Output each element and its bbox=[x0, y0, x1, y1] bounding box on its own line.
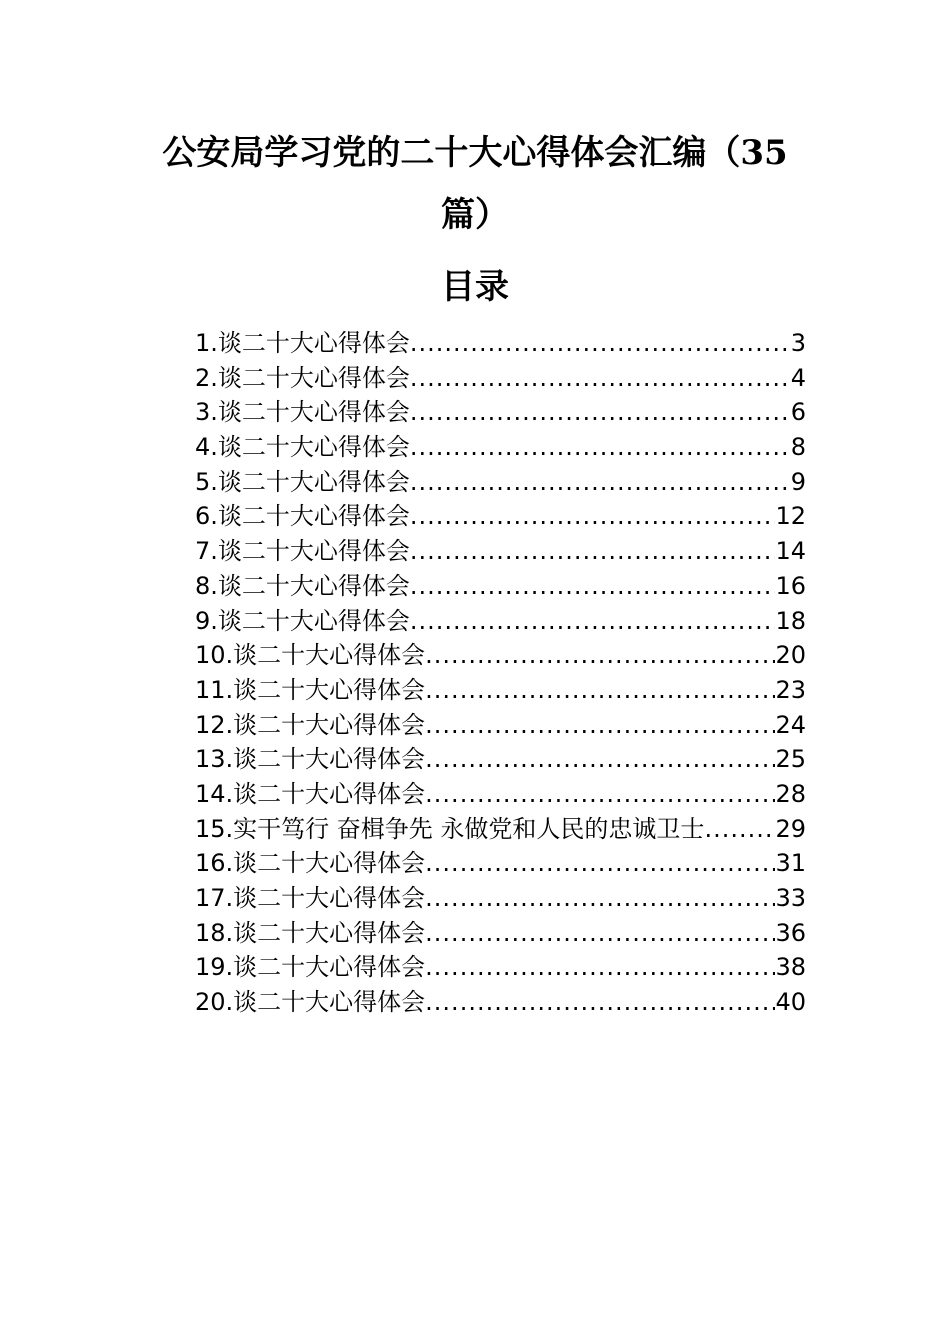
document-title: 公安局学习党的二十大心得体会汇编（35篇） bbox=[162, 133, 788, 235]
toc-entry[interactable] bbox=[195, 777, 806, 812]
toc-entry-page: 33 bbox=[775, 884, 806, 912]
toc-entry-page: 8 bbox=[790, 433, 806, 462]
toc-entry-page: 16 bbox=[775, 571, 806, 600]
toc-entry-label: 8.谈二十大心得体会 bbox=[195, 571, 410, 600]
toc-leader-dots bbox=[425, 673, 775, 708]
toc-entry-label: 12.谈二十大心得体会 bbox=[195, 710, 426, 739]
toc-leader-dots bbox=[704, 812, 775, 847]
toc-entry[interactable] bbox=[195, 534, 806, 569]
toc-entry-page: 14 bbox=[775, 537, 806, 566]
toc-entry[interactable] bbox=[195, 708, 806, 743]
toc-entry-label: 7.谈二十大心得体会 bbox=[195, 537, 410, 566]
toc-entry-page: 29 bbox=[775, 814, 806, 843]
table-of-contents bbox=[195, 326, 806, 1020]
toc-entry-page: 6 bbox=[790, 398, 806, 427]
toc-entry-page: 40 bbox=[775, 988, 806, 1017]
toc-entry[interactable] bbox=[195, 742, 806, 777]
toc-entry-page: 24 bbox=[775, 710, 806, 739]
toc-leader-dots bbox=[425, 950, 775, 985]
toc-entry[interactable] bbox=[195, 361, 806, 396]
toc-entry[interactable] bbox=[195, 950, 806, 985]
toc-entry-page: 18 bbox=[775, 606, 806, 635]
toc-leader-dots bbox=[410, 326, 791, 361]
toc-entry-label: 20.谈二十大心得体会 bbox=[195, 988, 426, 1017]
toc-entry-label: 11.谈二十大心得体会 bbox=[195, 675, 426, 704]
toc-leader-dots bbox=[410, 534, 776, 569]
toc-leader-dots bbox=[425, 777, 775, 812]
toc-entry-label: 14.谈二十大心得体会 bbox=[195, 779, 426, 808]
toc-entry-label: 6.谈二十大心得体会 bbox=[195, 502, 410, 531]
toc-entry-label: 10.谈二十大心得体会 bbox=[195, 641, 426, 670]
toc-entry-label: 16.谈二十大心得体会 bbox=[195, 849, 426, 878]
toc-entry[interactable] bbox=[195, 985, 806, 1020]
toc-leader-dots bbox=[410, 569, 776, 604]
toc-entry[interactable] bbox=[195, 395, 806, 430]
toc-entry-label: 18.谈二十大心得体会 bbox=[195, 918, 426, 947]
toc-leader-dots bbox=[425, 916, 775, 951]
toc-entry[interactable] bbox=[195, 881, 806, 916]
toc-leader-dots bbox=[425, 742, 775, 777]
toc-entry[interactable] bbox=[195, 465, 806, 500]
toc-leader-dots bbox=[425, 708, 775, 743]
toc-entry[interactable] bbox=[195, 430, 806, 465]
toc-entry-page: 9 bbox=[790, 467, 806, 496]
toc-entry-label: 5.谈二十大心得体会 bbox=[195, 467, 410, 496]
toc-leader-dots bbox=[425, 638, 775, 673]
toc-leader-dots bbox=[410, 395, 791, 430]
toc-entry-label: 19.谈二十大心得体会 bbox=[195, 953, 426, 982]
toc-entry[interactable] bbox=[195, 812, 806, 847]
toc-entry-page: 3 bbox=[790, 329, 806, 357]
toc-entry-label: 4.谈二十大心得体会 bbox=[195, 433, 410, 462]
toc-leader-dots bbox=[425, 985, 775, 1020]
toc-entry-label: 2.谈二十大心得体会 bbox=[195, 363, 410, 392]
toc-entry-page: 4 bbox=[790, 363, 806, 392]
toc-entry[interactable] bbox=[195, 569, 806, 604]
toc-leader-dots bbox=[410, 499, 776, 534]
toc-entry-page: 23 bbox=[775, 675, 806, 704]
toc-entry[interactable] bbox=[195, 499, 806, 534]
toc-leader-dots bbox=[425, 846, 775, 881]
toc-leader-dots bbox=[410, 430, 791, 465]
toc-entry-page: 31 bbox=[775, 849, 806, 878]
toc-entry-page: 28 bbox=[775, 779, 806, 808]
toc-entry-label: 1.谈二十大心得体会 bbox=[195, 329, 410, 357]
toc-entry-label: 3.谈二十大心得体会 bbox=[195, 398, 410, 427]
toc-entry-page: 38 bbox=[775, 953, 806, 982]
toc-leader-dots bbox=[425, 881, 775, 916]
toc-entry[interactable] bbox=[195, 604, 806, 639]
toc-entry[interactable] bbox=[195, 326, 806, 361]
toc-entry[interactable] bbox=[195, 638, 806, 673]
toc-entry-label: 13.谈二十大心得体会 bbox=[195, 745, 426, 774]
toc-entry[interactable] bbox=[195, 846, 806, 881]
toc-heading: 目录 bbox=[441, 267, 509, 307]
toc-leader-dots bbox=[410, 361, 791, 396]
toc-entry-label: 17.谈二十大心得体会 bbox=[195, 884, 426, 912]
toc-entry[interactable] bbox=[195, 673, 806, 708]
toc-entry[interactable] bbox=[195, 916, 806, 951]
toc-leader-dots bbox=[410, 465, 791, 500]
toc-entry-label: 9.谈二十大心得体会 bbox=[195, 606, 410, 635]
toc-entry-page: 36 bbox=[775, 918, 806, 947]
toc-entry-page: 20 bbox=[775, 641, 806, 670]
toc-entry-page: 12 bbox=[775, 502, 806, 531]
toc-entry-label: 15.实干笃行 奋楫争先 永做党和人民的忠诚卫士 bbox=[195, 814, 705, 843]
toc-leader-dots bbox=[410, 604, 776, 639]
toc-entry-page: 25 bbox=[775, 745, 806, 774]
